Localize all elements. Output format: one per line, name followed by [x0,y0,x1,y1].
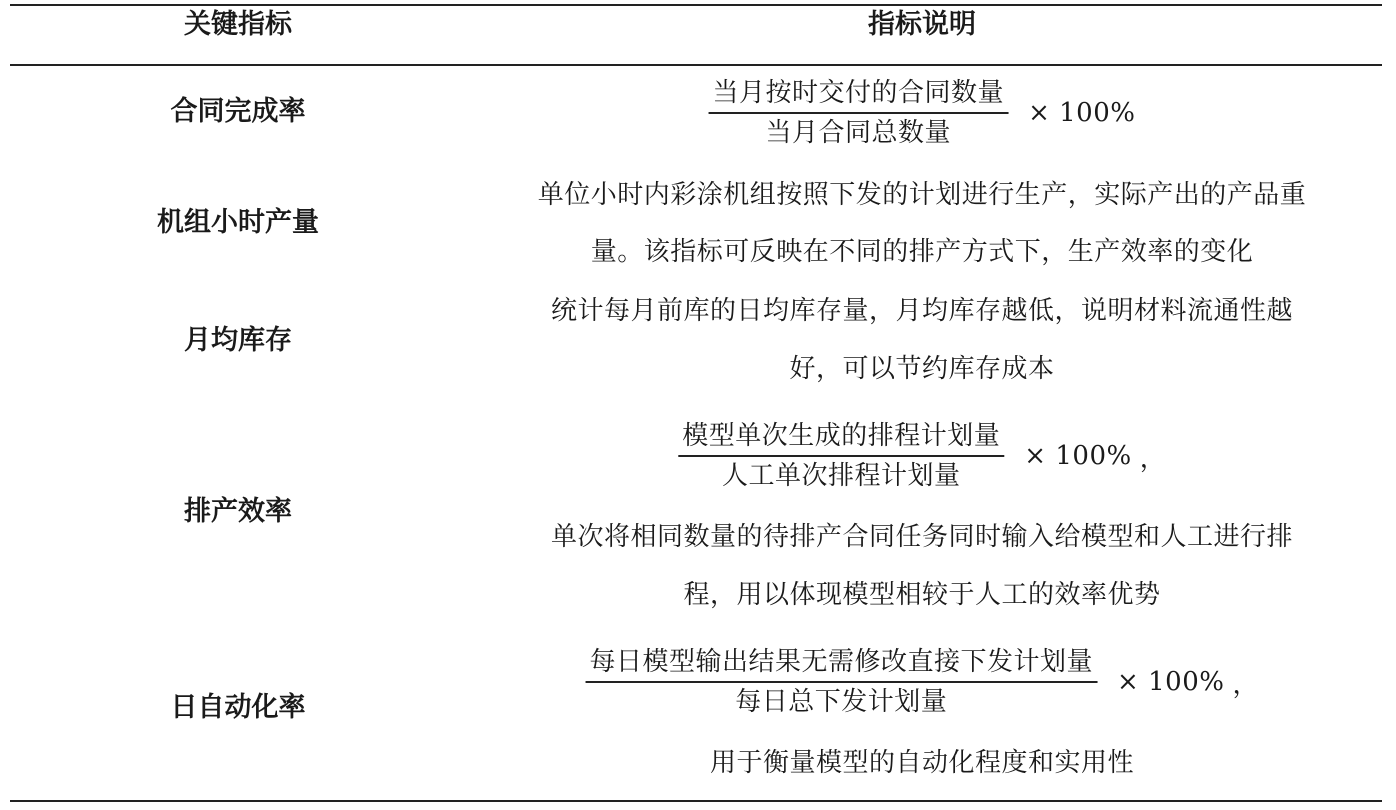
numerator: 模型单次生成的排程计划量 [678,419,1004,457]
description-line: 好，可以节约库存成本 [789,354,1055,384]
kpi-scheduling-efficiency: 排产效率 [184,496,292,527]
fraction [586,645,1098,719]
fraction [709,76,1009,150]
multiplier: × 100% [1028,98,1136,128]
trailing-comma: ， [1232,669,1259,700]
kpi-unit-hourly-output: 机组小时产量 [157,207,319,238]
header-description: 指标说明 [868,9,976,40]
kpi-daily-automation-rate: 日自动化率 [170,692,306,723]
description-line: 单次将相同数量的待排产合同任务同时输入给模型和人工进行排 [550,522,1294,552]
multiplier: × 100% [1117,667,1225,697]
denominator: 人工单次排程计划量 [722,461,961,491]
description-line: 用于衡量模型的自动化程度和实用性 [709,748,1135,778]
description-line: 单位小时内彩涂机组按照下发的计划进行生产，实际产出的产品重 [537,180,1307,210]
multiplier: × 100% [1024,441,1132,471]
daily-automation-formula [586,645,1259,719]
denominator: 每日总下发计划量 [735,687,948,717]
kpi-contract-completion-rate: 合同完成率 [170,96,306,127]
numerator: 当月按时交付的合同数量 [709,76,1009,114]
description-line: 统计每月前库的日均库存量，月均库存越低，说明材料流通性越 [550,296,1294,326]
scheduling-efficiency-formula [678,419,1165,493]
kpi-monthly-average-inventory: 月均库存 [184,325,292,356]
numerator: 每日模型输出结果无需修改直接下发计划量 [586,645,1098,683]
table-header-rule [10,64,1382,66]
header-key-indicator: 关键指标 [184,9,292,40]
denominator: 当月合同总数量 [765,118,952,148]
description-line: 程，用以体现模型相较于人工的效率优势 [683,580,1161,610]
description-line: 量。该指标可反映在不同的排产方式下，生产效率的变化 [590,237,1254,267]
contract-completion-formula [709,76,1136,150]
table-bottom-rule [10,800,1382,802]
trailing-comma: ， [1139,443,1166,474]
fraction [678,419,1004,493]
